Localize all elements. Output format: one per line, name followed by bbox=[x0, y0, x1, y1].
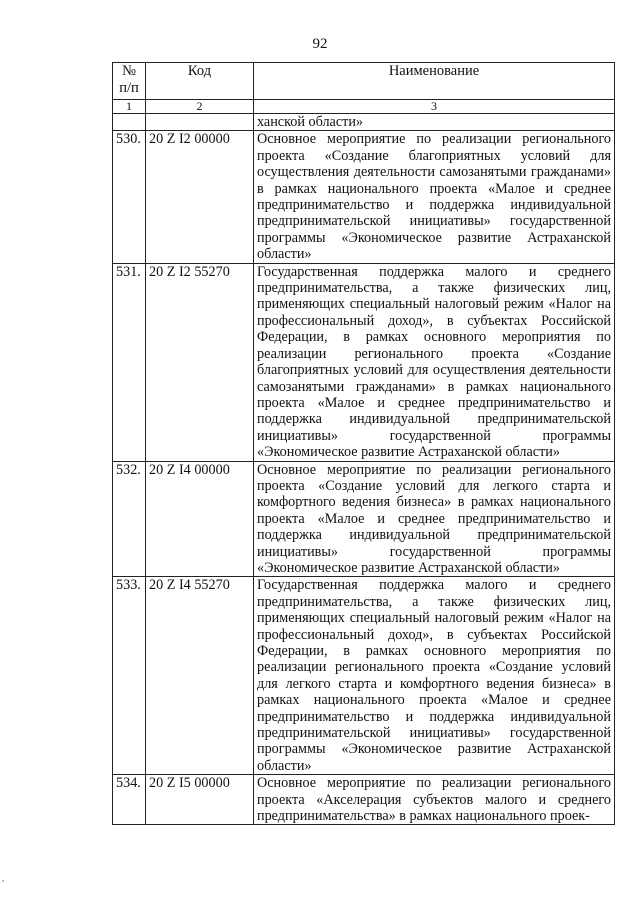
row-number bbox=[113, 114, 146, 131]
row-number: 532. bbox=[113, 461, 146, 577]
table-row bbox=[113, 263, 615, 461]
column-index-1: 1 bbox=[113, 100, 146, 114]
row-number: 534. bbox=[113, 775, 146, 825]
table-row bbox=[113, 461, 615, 577]
column-index-2: 2 bbox=[146, 100, 254, 114]
row-name: ханской области» bbox=[254, 114, 615, 131]
row-name: Основное мероприятие по реализации регионального проекта «Акселерация субъектов малого и среднего предпринимательства» в рамках национального проек- bbox=[254, 775, 615, 825]
column-index-3: 3 bbox=[254, 100, 615, 114]
row-code: 20 Z I2 00000 bbox=[146, 131, 254, 263]
row-code: 20 Z I4 55270 bbox=[146, 577, 254, 775]
scan-speck bbox=[2, 880, 4, 882]
row-name: Основное мероприятие по реализации регионального проекта «Создание благоприятных условий для осуществления деятельности самозанятыми гражданами» в рамках национального проекта «Малое и среднее предпринимательство и поддержка индивидуальной предпринимательской инициативы» государственной программы «Экономическое развитие Астраханской области» bbox=[254, 131, 615, 263]
row-name: Государственная поддержка малого и среднего предпринимательства, а также физических лиц, применяющих специальный налоговый режим «Налог на профессиональный доход», в субъектах Российской Федерации, в рамках основного мероприятия по реализации регионального проекта «Создание условий для легкого старта и комфортного ведения бизнеса» в рамках национального проекта «Малое и среднее предпринимательство и поддержка индивидуальной предпринимательской инициативы» государственной программы «Экономическое развитие Астраханской области» bbox=[254, 577, 615, 775]
row-code: 20 Z I4 00000 bbox=[146, 461, 254, 577]
table-header-row bbox=[113, 63, 615, 100]
table-row bbox=[113, 114, 615, 131]
header-name: Наименование bbox=[254, 63, 615, 100]
row-name: Государственная поддержка малого и среднего предпринимательства, а также физических лиц, применяющих специальный налоговый режим «Налог на профессиональный доход», в субъектах Российской Федерации, в рамках основного мероприятия по реализации регионального проекта «Создание благоприятных условий для осуществления деятельности самозанятыми гражданами» в рамках национального проекта «Малое и среднее предпринимательство и поддержка индивидуальной предпринимательской инициативы» государственной программы «Экономическое развитие Астраханской области» bbox=[254, 263, 615, 461]
header-code: Код bbox=[146, 63, 254, 100]
row-name: Основное мероприятие по реализации регионального проекта «Создание условий для легкого старта и комфортного ведения бизнеса» в рамках национального проекта «Малое и среднее предпринимательство и поддержка индивидуальной предпринимательской инициативы» государственной программы «Экономическое развитие Астраханской области» bbox=[254, 461, 615, 577]
budget-classification-table bbox=[112, 62, 615, 825]
column-index-row bbox=[113, 100, 615, 114]
row-code: 20 Z I5 00000 bbox=[146, 775, 254, 825]
header-num: № п/п bbox=[113, 63, 146, 100]
table-row bbox=[113, 775, 615, 825]
row-number: 533. bbox=[113, 577, 146, 775]
row-code bbox=[146, 114, 254, 131]
row-number: 531. bbox=[113, 263, 146, 461]
table-row bbox=[113, 131, 615, 263]
table-row bbox=[113, 577, 615, 775]
row-code: 20 Z I2 55270 bbox=[146, 263, 254, 461]
row-number: 530. bbox=[113, 131, 146, 263]
page-number: 92 bbox=[312, 36, 328, 52]
